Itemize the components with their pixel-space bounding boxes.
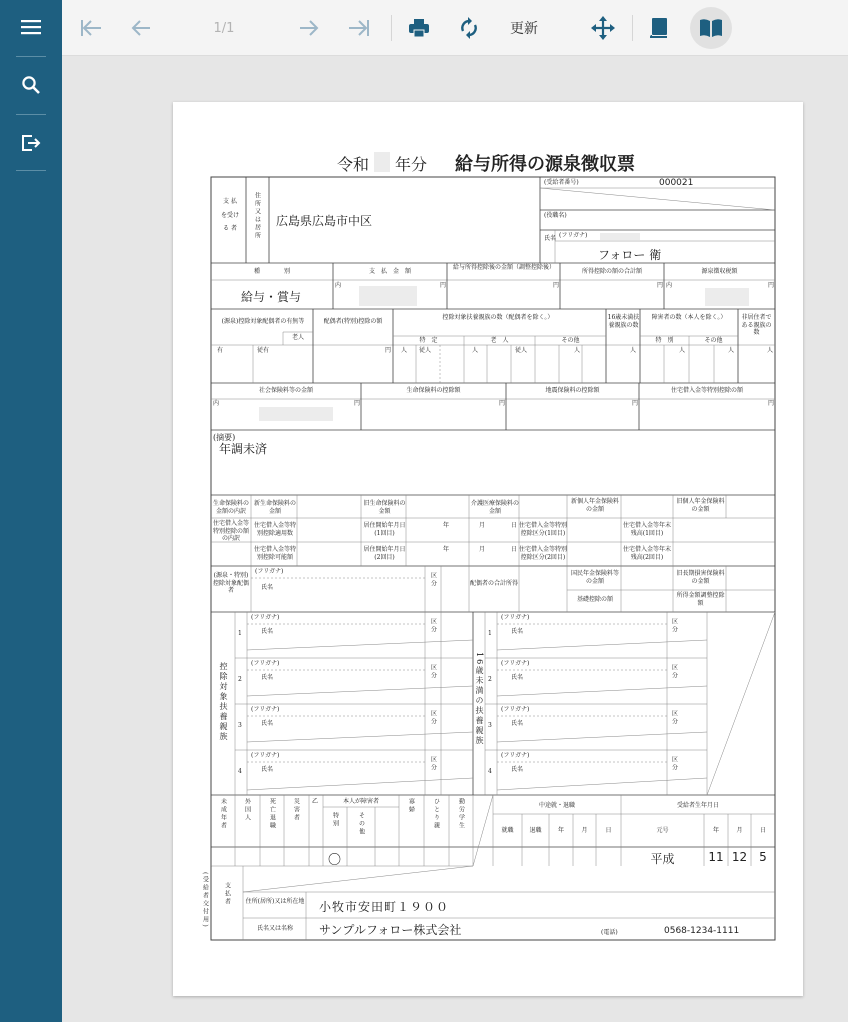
dep-person-3: 人: [574, 347, 581, 354]
payer-addr-label: 住所(居所)又は所在地: [245, 898, 305, 905]
hdr-after-deduction: 給与所得控除後の金額（調整控除後）: [452, 264, 555, 271]
birth-year: 11: [708, 850, 724, 864]
disabled-hdr: 障害者の数（本人を除く。）: [651, 314, 727, 321]
housing-class-1: 住宅借入金等特別控除区分(1回目): [519, 522, 568, 537]
page-indicator-text: 1/1: [213, 20, 235, 36]
status-student: 勤労学生: [457, 798, 465, 830]
u16-kana-3: (フリガナ): [501, 706, 530, 713]
u16-shimei-4: 氏名: [511, 766, 524, 773]
social-ins-hdr: 社会保険料等の金額: [258, 387, 313, 394]
mid-col-join: 就職: [501, 827, 514, 834]
remarks-label: (摘要): [213, 433, 236, 442]
sub-follow: 従有: [257, 347, 270, 354]
status-disaster: 災害者: [292, 798, 300, 822]
u16-shimei-1: 氏名: [511, 628, 524, 635]
dep-kubun-3: 区分: [429, 710, 437, 726]
payer-section-label: (受給者交付用): [201, 872, 209, 929]
dep-shimei-4: 氏名: [261, 766, 274, 773]
ins-medical: 介護医療保険料の金額: [471, 500, 520, 515]
disabled-person-1: 人: [679, 347, 686, 354]
refresh-label: 更新: [510, 21, 538, 37]
u16-shimei-2: 氏名: [511, 674, 524, 681]
export-icon: [20, 133, 42, 153]
hdr-withholding: 源泉徴収税額: [701, 268, 738, 275]
spouse-hdr: (源泉)控除対象配偶者の有無等: [221, 318, 305, 325]
hdr-deduction-total: 所得控除の額の合計額: [581, 268, 642, 275]
spouse-furigana: (フリガナ): [255, 568, 284, 575]
birth-col-year: 年: [712, 827, 719, 834]
dep-kubun-1: 区分: [429, 618, 437, 634]
u16-kubun-1: 区分: [670, 618, 678, 634]
tel-label: (電話): [601, 929, 618, 936]
print-button[interactable]: [404, 0, 434, 56]
payee-address: 広島県広島市中区: [276, 214, 373, 228]
address-label: 住所又は居所: [253, 192, 261, 240]
report-page: [173, 102, 803, 996]
housing-possible: 住宅借入金等特別控除可能額: [253, 546, 296, 561]
status-other: その他: [357, 812, 365, 836]
social-ins-field: [259, 407, 333, 421]
refresh-icon: [459, 17, 479, 39]
income-type: 給与・賞与: [241, 290, 302, 304]
dep-section-label: 控除対象扶養親族: [219, 662, 228, 742]
u16-kubun-2: 区分: [670, 664, 678, 680]
spouse-shimei: 氏名: [261, 584, 274, 591]
housing-balance-2: 住宅借入金等年末残高(2回目): [622, 546, 671, 561]
ins-new-life: 新生命保険料の金額: [253, 500, 296, 515]
under16-hdr: 16歳未満扶養親族の数: [607, 314, 640, 329]
dep-num-4: 4: [238, 768, 242, 775]
u16-kana-2: (フリガナ): [501, 660, 530, 667]
spouse-section: (源泉・特別)控除対象配偶者: [212, 572, 249, 594]
mid-label: 中途就・退職: [538, 802, 575, 809]
book-view-active: [690, 7, 732, 49]
housing-count: 住宅借入金等特別控除適用数: [253, 522, 296, 537]
dep-shimei-2: 氏名: [261, 674, 274, 681]
name-kana-field: [600, 233, 640, 240]
dep-person-1: 人: [401, 347, 408, 354]
hdr-type: 種 別: [253, 268, 290, 275]
payer-tel: 0568-1234-1111: [664, 926, 740, 936]
nonresident-person: 人: [767, 347, 774, 354]
dep-shimei-1: 氏名: [261, 628, 274, 635]
birth-era: 平成: [650, 852, 675, 866]
dep-kubun-4: 区分: [429, 756, 437, 772]
ins-old-life: 旧生命保険料の金額: [363, 500, 406, 515]
name-kana-label: (フリガナ): [559, 232, 588, 239]
sub-yes: 有: [217, 347, 224, 354]
under16-section-label: 16歳未満の扶養親族: [475, 652, 484, 747]
remarks-text: 年調未済: [219, 442, 268, 456]
dep-follow-2: 従人: [515, 347, 528, 354]
dependents-hdr: 控除対象扶養親族の数（配偶者を除く。）: [442, 314, 554, 321]
status-foreigner: 外国人: [243, 798, 251, 822]
spouse-deduction-hdr: 配偶者(特別)控除の額: [323, 318, 383, 325]
last-page-icon: [347, 18, 371, 38]
basic-deduction-label: 基礎控除の額: [576, 596, 613, 603]
ymd-month-1: 月: [479, 522, 486, 529]
prev-page-button[interactable]: [126, 0, 156, 56]
dep-num-3: 3: [238, 722, 242, 729]
housing-class-2: 住宅借入金等特別控除区分(2回目): [519, 546, 568, 561]
payee-label: [217, 198, 243, 233]
ymd-year-1: 年: [443, 522, 450, 529]
ins-old-pension: 旧個人年金保険料の金額: [676, 498, 725, 513]
first-page-icon: [79, 18, 103, 38]
spouse-kubun: 区分: [429, 572, 437, 588]
status-self-disabled: 本人が障害者: [342, 798, 379, 805]
dep-num-2: 2: [238, 676, 242, 683]
sub-other: その他: [561, 337, 580, 344]
nonresident-hdr: 非居住者である親族の数: [741, 314, 772, 336]
single-page-button[interactable]: [644, 0, 674, 56]
ymd-day-1: 日: [511, 522, 518, 529]
life-yen: 円: [499, 400, 506, 407]
toolbar: [62, 0, 848, 56]
sub-special: 特 別: [655, 337, 674, 344]
status-single-parent: ひとり親: [432, 798, 440, 830]
deduction-yen: 円: [657, 282, 664, 289]
side-rail: [0, 0, 62, 1022]
payer-name: サンプルフォロー株式会社: [319, 923, 462, 937]
disabled-person-2: 人: [728, 347, 735, 354]
pension-label: 国民年金保険料等の金額: [570, 570, 619, 585]
withholding-inner: 内: [666, 282, 673, 289]
sub-other2: その他: [704, 337, 723, 344]
payee-label-3: る 者: [223, 225, 237, 232]
payer-address: 小牧市安田町１９００: [319, 900, 450, 914]
quake-yen: 円: [632, 400, 639, 407]
sub-elderly: 老 人: [490, 337, 509, 344]
birth-col-day: 日: [759, 827, 766, 834]
move-icon: [591, 16, 615, 40]
dep-kana-2: (フリガナ): [251, 660, 280, 667]
birth-month: 12: [731, 850, 748, 864]
life-ins-hdr: 生命保険料の控除額: [406, 387, 461, 394]
title-year-suffix: 年分: [395, 155, 428, 174]
birth-day: 5: [759, 850, 767, 864]
housing-balance-1: 住宅借入金等年末残高(1回目): [622, 522, 671, 537]
title-era: 令和: [337, 155, 370, 174]
withholding-field: [705, 288, 749, 306]
next-page-button[interactable]: [294, 0, 324, 56]
status-widow: 寡婦: [407, 798, 415, 814]
mid-col-leave: 退職: [529, 827, 542, 834]
name-label: 氏名: [544, 235, 557, 242]
residence-start-1: 居住開始年月日(1回目): [363, 522, 406, 537]
residence-start-2: 居住開始年月日(2回目): [363, 546, 406, 561]
position-label: (役職名): [544, 212, 567, 219]
u16-kubun-3: 区分: [670, 710, 678, 726]
search-button[interactable]: [0, 58, 62, 112]
search-icon: [21, 75, 41, 95]
spouse-deduction-yen: 円: [385, 347, 392, 354]
payer-name-label: 氏名又は名称: [256, 925, 293, 932]
birth-label: 受給者生年月日: [676, 802, 719, 809]
prev-page-icon: [130, 18, 152, 38]
status-special: 特別: [331, 812, 339, 828]
status-minor: 未成年者: [219, 798, 227, 830]
refresh-label-button[interactable]: [502, 0, 546, 56]
dep-kana-1: (フリガナ): [251, 614, 280, 621]
dep-person-2: 人: [472, 347, 479, 354]
amount-yen: 円: [440, 282, 447, 289]
u16-shimei-3: 氏名: [511, 720, 524, 727]
mid-col-day: 日: [605, 827, 612, 834]
page-indicator[interactable]: [202, 0, 246, 56]
refresh-button[interactable]: [454, 0, 484, 56]
spouse-income-label: 配偶者の合計所得: [469, 580, 518, 587]
ymd-month-2: 月: [479, 546, 486, 553]
dep-kana-3: (フリガナ): [251, 706, 280, 713]
old-longterm-label: 旧長期損害保険料の金額: [676, 570, 725, 585]
payee-label-1: 支 払: [223, 198, 237, 205]
export-button[interactable]: [0, 116, 62, 170]
u16-num-4: 4: [488, 768, 492, 775]
withholding-yen: 円: [768, 282, 775, 289]
sub-specific: 特 定: [419, 337, 438, 344]
move-button[interactable]: [588, 0, 618, 56]
hamburger-icon: [20, 18, 42, 36]
u16-kana-4: (フリガナ): [501, 752, 530, 759]
recipient-no: 000021: [659, 178, 694, 188]
status-otsu: 乙: [312, 798, 319, 805]
dep-kana-4: (フリガナ): [251, 752, 280, 759]
menu-button[interactable]: [0, 0, 62, 54]
ymd-year-2: 年: [443, 546, 450, 553]
ins-new-pension: 新個人年金保険料の金額: [570, 498, 619, 513]
hdr-amount: 支 払 金 額: [368, 268, 411, 275]
dep-shimei-3: 氏名: [261, 720, 274, 727]
mid-col-year: 年: [557, 827, 564, 834]
payer-label: 支払者: [223, 882, 231, 906]
after-yen: 円: [553, 282, 560, 289]
housing-hdr: 住宅借入金等特別控除の額: [670, 387, 743, 394]
birth-col-era: 元号: [656, 827, 669, 834]
u16-num-1: 1: [488, 630, 492, 637]
sub-old: 老人: [291, 334, 304, 341]
status-death: 死亡退職: [268, 798, 276, 830]
dep-kubun-2: 区分: [429, 664, 437, 680]
amount-field: [359, 286, 417, 306]
next-page-icon: [298, 18, 320, 38]
dep-follow-1: 従人: [419, 347, 432, 354]
amount-inner: 内: [335, 282, 342, 289]
ymd-day-2: 日: [511, 546, 518, 553]
social-inner: 内: [213, 400, 220, 407]
mid-col-month: 月: [581, 827, 588, 834]
ins-row2-label: 住宅借入金等特別控除の額の内訳: [212, 520, 249, 542]
housing-yen: 円: [768, 400, 775, 407]
u16-num-2: 2: [488, 676, 492, 683]
dep-num-1: 1: [238, 630, 242, 637]
first-page-button[interactable]: [76, 0, 106, 56]
payee-label-2: を受け: [220, 211, 239, 219]
book-icon: [699, 18, 723, 38]
single-page-icon: [648, 17, 670, 39]
status-circle-mark: 〇: [328, 853, 342, 868]
last-page-button[interactable]: [344, 0, 374, 56]
social-yen: 円: [354, 400, 361, 407]
print-icon: [408, 18, 430, 38]
form-title: 給与所得の源泉徴収票: [455, 154, 635, 175]
u16-kubun-4: 区分: [670, 756, 678, 772]
income-adjust-label: 所得金額調整控除額: [676, 592, 725, 607]
u16-num-3: 3: [488, 722, 492, 729]
book-view-button[interactable]: [686, 0, 736, 56]
u16-kana-1: (フリガナ): [501, 614, 530, 621]
payee-name: フォロー 衛: [598, 248, 662, 262]
birth-col-month: 月: [736, 827, 743, 834]
under16-person: 人: [630, 347, 637, 354]
recipient-no-label: (受給者番号): [544, 179, 579, 186]
quake-ins-hdr: 地震保険料の控除額: [545, 387, 600, 394]
ins-row1-label: 生命保険料の金額の内訳: [212, 500, 249, 515]
